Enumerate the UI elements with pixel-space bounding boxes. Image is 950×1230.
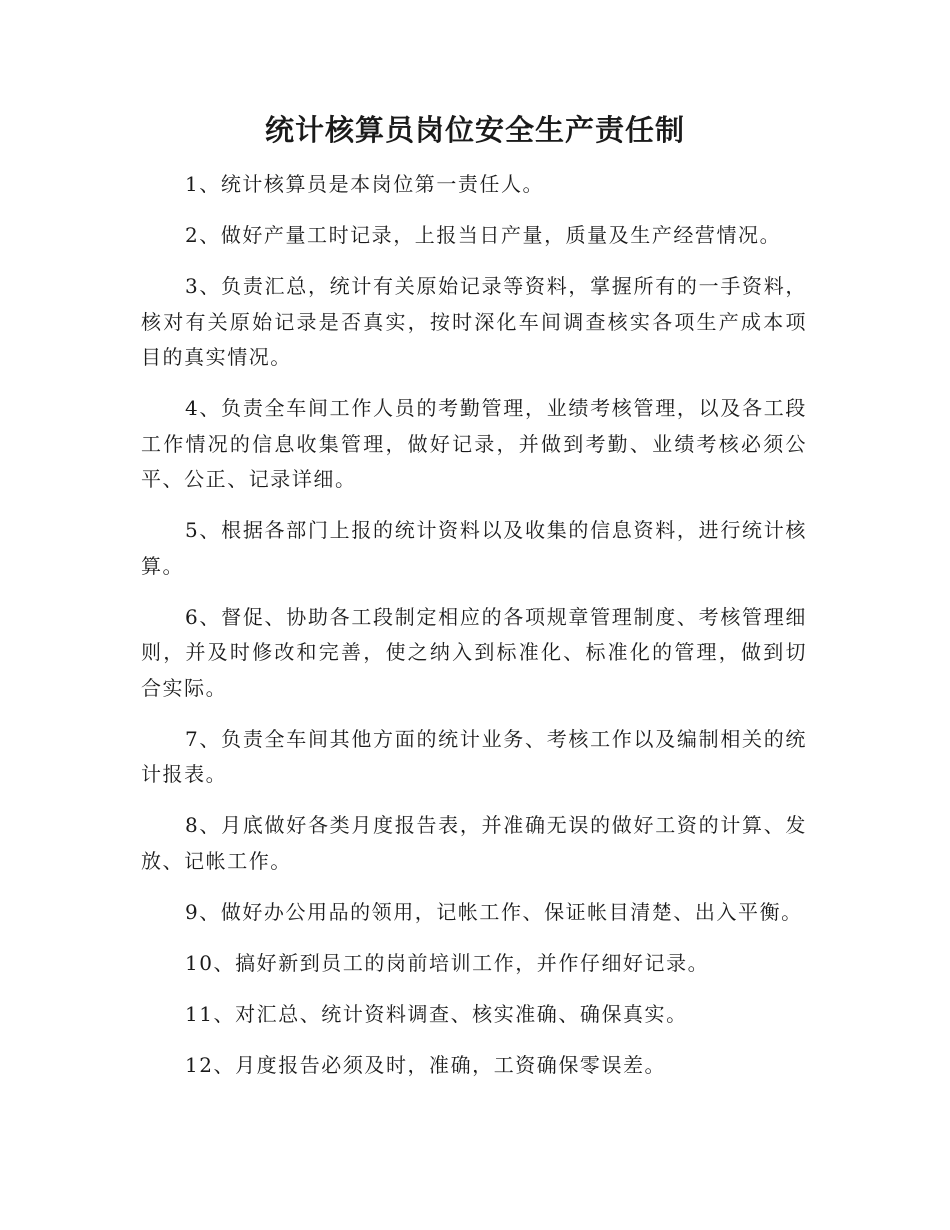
paragraph-9: 9、做好办公用品的领用，记帐工作、保证帐目清楚、出入平衡。 — [185, 899, 803, 924]
paragraph-10: 10、搞好新到员工的岗前培训工作，并作仔细好记录。 — [185, 950, 710, 975]
paragraph-12: 12、月度报告必须及时，准确，工资确保零误差。 — [185, 1052, 667, 1077]
paragraph-8: 8、月底做好各类月度报告表，并准确无误的做好工资的计算、发放、记帐工作。 — [141, 813, 807, 873]
paragraph-7: 7、负责全车间其他方面的统计业务、考核工作以及编制相关的统计报表。 — [141, 726, 807, 786]
paragraph-3: 3、负责汇总，统计有关原始记录等资料，掌握所有的一手资料，核对有关原始记录是否真实，按时深化车间调查核实各项生产成本项目的真实情况。 — [141, 274, 807, 369]
paragraph-11: 11、对汇总、统计资料调查、核实准确、确保真实。 — [185, 1001, 688, 1026]
paragraph-5: 5、根据各部门上报的统计资料以及收集的信息资料，进行统计核算。 — [141, 518, 807, 578]
paragraph-1: 1、统计核算员是本岗位第一责任人。 — [185, 172, 545, 196]
document-body — [141, 167, 807, 1099]
paragraph-6: 6、督促、协助各工段制定相应的各项规章管理制度、考核管理细则，并及时修改和完善，使之纳入到标准化、标准化的管理，做到切合实际。 — [141, 604, 807, 700]
document-title: 统计核算员岗位安全生产责任制 — [264, 113, 685, 147]
paragraph-4: 4、负责全车间工作人员的考勤管理，业绩考核管理，以及各工段工作情况的信息收集管理，做好记录，并做到考勤、业绩考核必须公平、公正、记录详细。 — [141, 396, 807, 491]
paragraph-2: 2、做好产量工时记录，上报当日产量，质量及生产经营情况。 — [185, 223, 782, 247]
